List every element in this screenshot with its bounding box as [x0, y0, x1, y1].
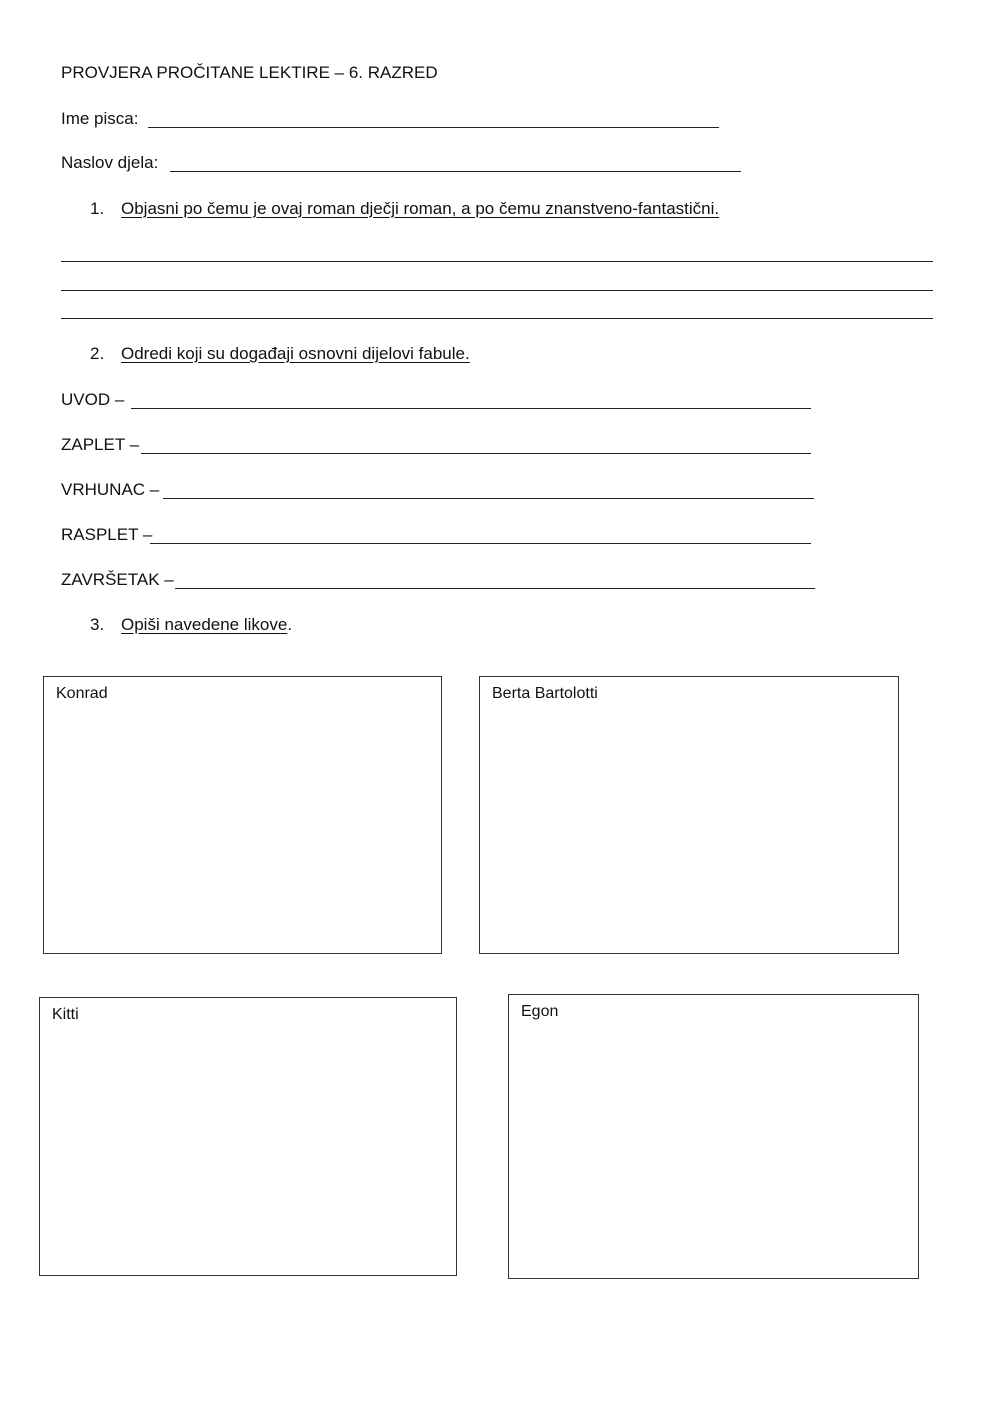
character-name-kitti: Kitti [52, 1006, 79, 1023]
work-title-label: Naslov djela: [61, 153, 159, 172]
question-2-text: Odredi koji su događaji osnovni dijelovi fabule. [121, 344, 470, 363]
question-2-number: 2. [90, 344, 105, 363]
answer-1-line-1[interactable] [61, 261, 933, 262]
plot-part-rasplet-line[interactable] [150, 543, 811, 544]
author-label: Ime pisca: [61, 109, 139, 128]
question-1-number: 1. [90, 199, 105, 218]
character-name-konrad: Konrad [56, 685, 108, 702]
character-box-kitti[interactable] [39, 997, 457, 1276]
plot-part-rasplet-label: RASPLET – [61, 525, 153, 544]
plot-part-zaplet-label: ZAPLET – [61, 435, 140, 454]
author-input-line[interactable] [148, 127, 719, 128]
answer-1-line-2[interactable] [61, 290, 933, 291]
question-3-text-wrap [121, 613, 292, 637]
plot-part-uvod-label: UVOD – [61, 390, 125, 409]
character-name-berta-bartolotti: Berta Bartolotti [492, 685, 598, 702]
character-name-egon: Egon [521, 1003, 559, 1020]
character-box-egon[interactable] [508, 994, 919, 1279]
plot-part-vrhunac-label: VRHUNAC – [61, 480, 160, 499]
plot-part-zavrsetak-label: ZAVRŠETAK – [61, 570, 174, 589]
plot-part-uvod-line[interactable] [131, 408, 811, 409]
character-box-berta-bartolotti[interactable] [479, 676, 899, 954]
answer-1-line-3[interactable] [61, 318, 933, 319]
work-title-input-line[interactable] [170, 171, 741, 172]
character-box-konrad[interactable] [43, 676, 442, 954]
plot-part-zaplet-line[interactable] [141, 453, 811, 454]
page-title: PROVJERA PROČITANE LEKTIRE – 6. RAZRED [61, 63, 438, 82]
question-3-suffix: . [287, 615, 293, 634]
question-3-number: 3. [90, 615, 105, 634]
plot-part-vrhunac-line[interactable] [163, 498, 814, 499]
question-3-text: Opiši navedene likove [121, 615, 288, 634]
plot-part-zavrsetak-line[interactable] [175, 588, 815, 589]
question-1-text: Objasni po čemu je ovaj roman dječji roman, a po čemu znanstveno-fantastični. [121, 199, 720, 218]
